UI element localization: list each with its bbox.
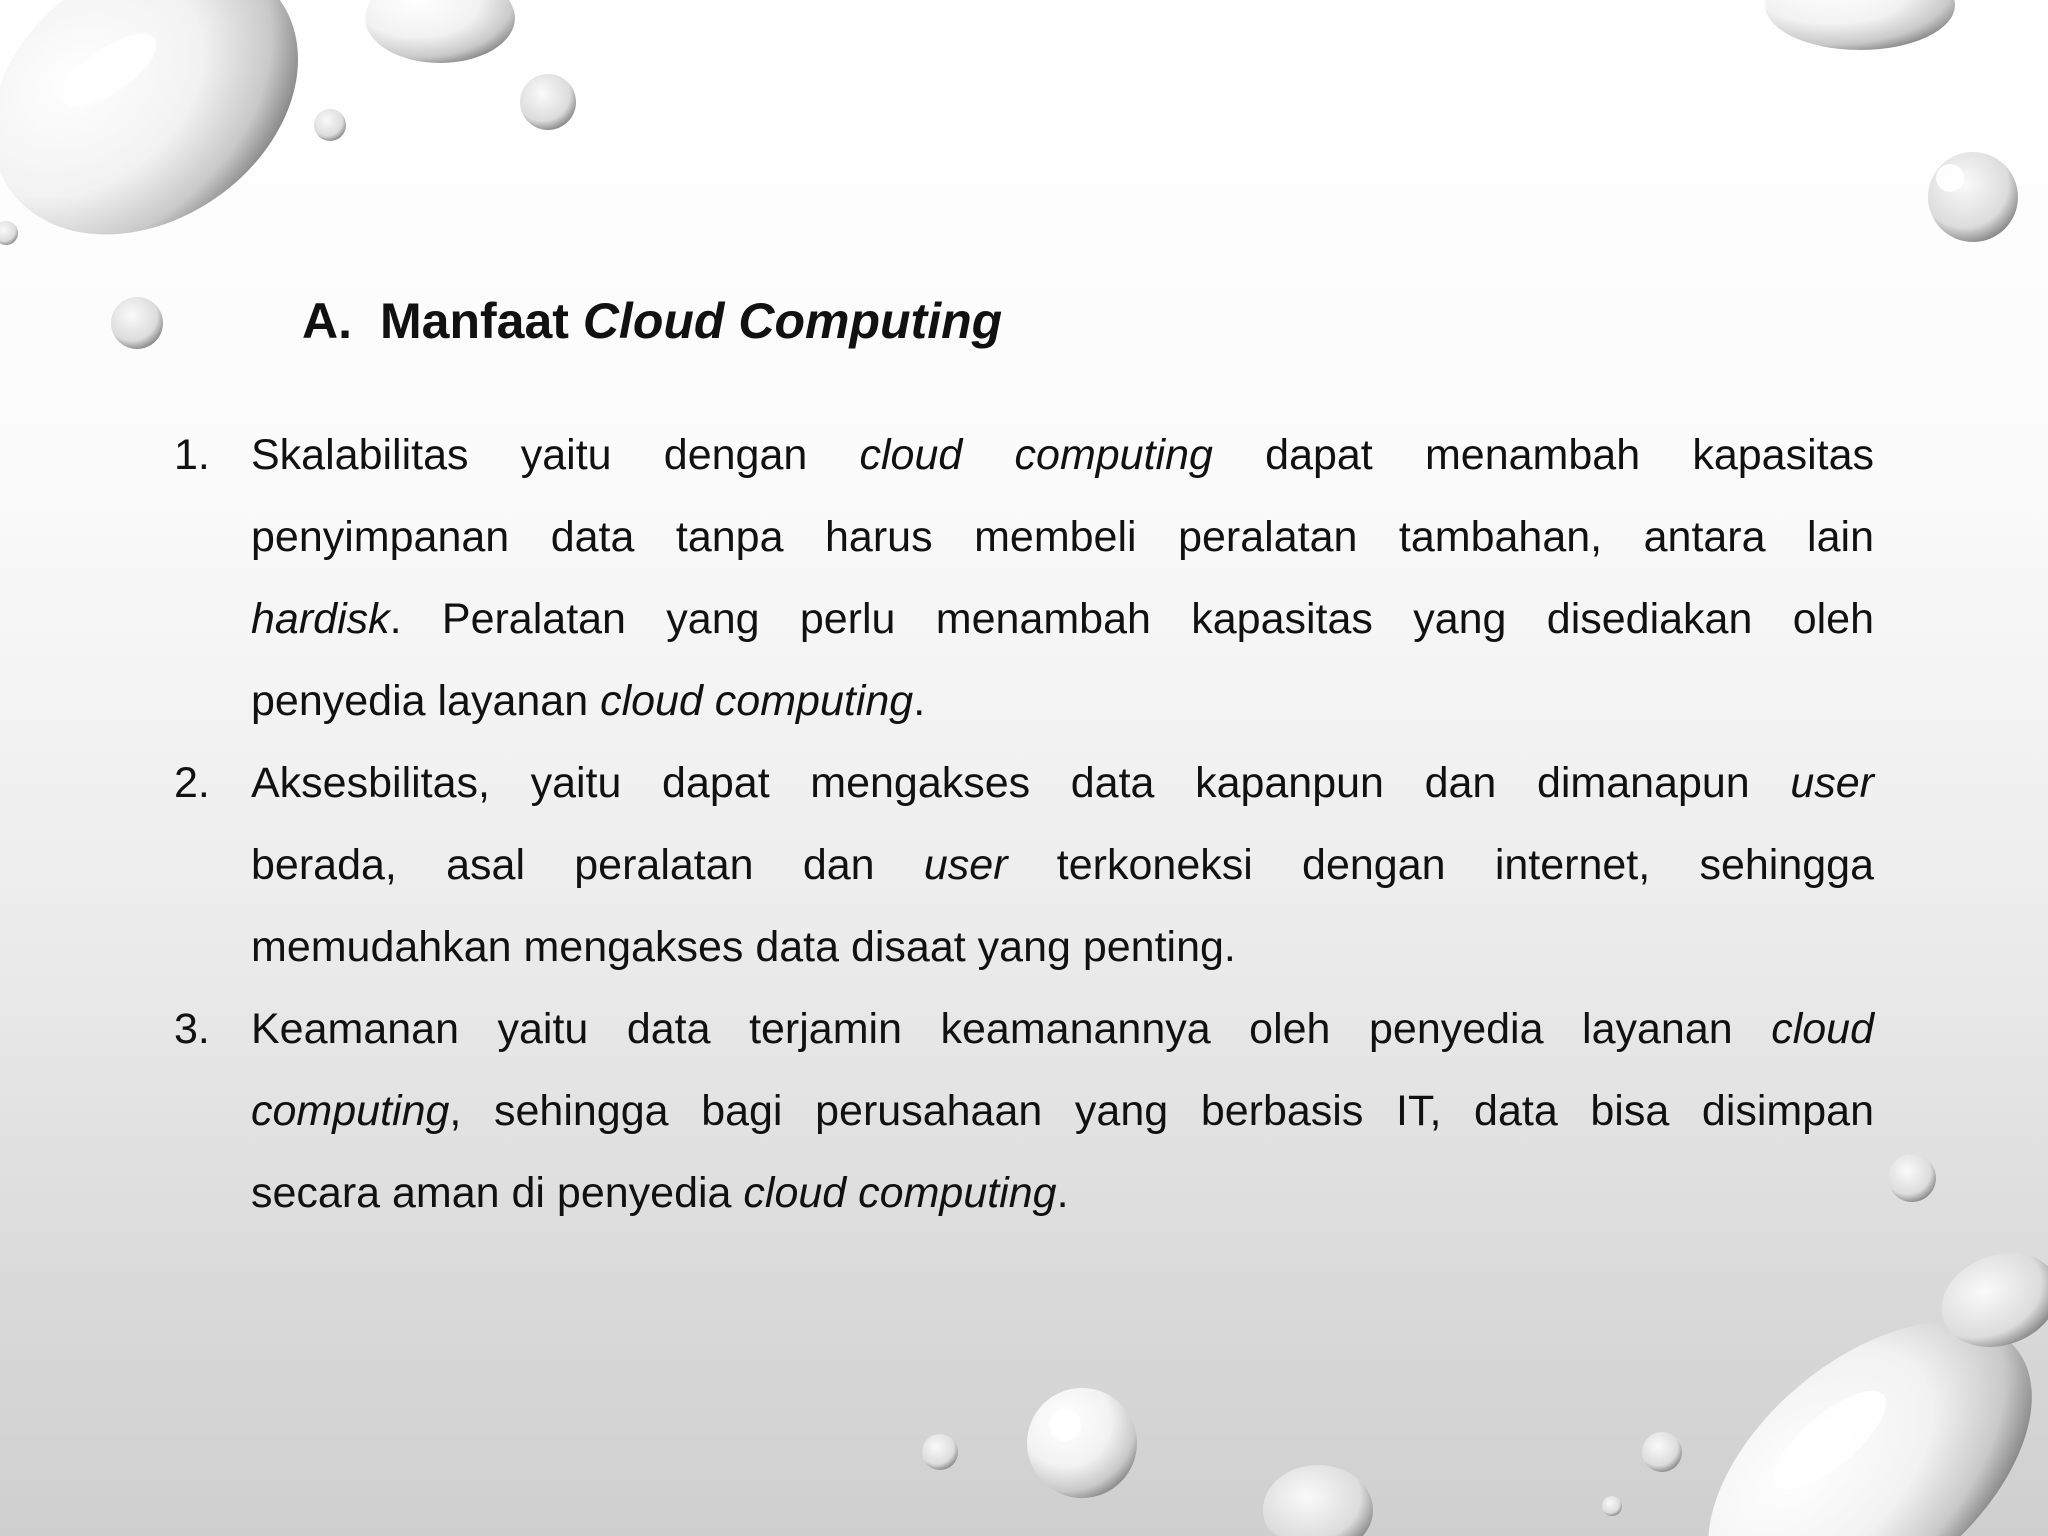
benefits-list	[174, 414, 1874, 1234]
slide-heading	[302, 285, 1002, 357]
drop-bottom-right-large	[1654, 1264, 2048, 1536]
list-number: 2.	[174, 759, 210, 807]
drop-right-middle	[1888, 1154, 1936, 1202]
item-line: penyimpanan data tanpa harus membeli peralatan tambahan, antara lain	[251, 513, 1874, 561]
drop-top-right	[1765, 0, 1955, 50]
heading-letter: A.	[302, 293, 352, 349]
list-number: 1.	[174, 431, 210, 479]
drop-bottom-mid	[1263, 1465, 1373, 1536]
item-line: Aksesbilitas, yaitu dapat mengakses data kapanpun dan dimanapun user	[251, 759, 1874, 807]
drop-top-small	[365, 0, 515, 63]
item-line: Skalabilitas yaitu dengan cloud computing dapat menambah kapasitas	[251, 431, 1874, 479]
item-line: computing, sehingga bagi perusahaan yang berbasis IT, data bisa disimpan	[251, 1087, 1874, 1135]
item-line: Keamanan yaitu data terjamin keamanannya oleh penyedia layanan cloud	[251, 1005, 1874, 1053]
item-line: secara aman di penyedia cloud computing.	[251, 1169, 1069, 1217]
heading-italic-text: Cloud Computing	[582, 293, 1003, 349]
drop-top-left-large	[0, 0, 352, 292]
item-line: memudahkan mengakses data disaat yang penting.	[251, 923, 1236, 971]
drop-bottom-right-edge	[1928, 1237, 2048, 1363]
list-item	[174, 988, 1874, 1234]
item-line: penyedia layanan cloud computing.	[251, 677, 926, 725]
list-item	[174, 742, 1874, 988]
drop-left-heading	[111, 297, 163, 349]
item-line: berada, asal peralatan dan user terkoneksi dengan internet, sehingga	[251, 841, 1874, 889]
drop-right-upper	[1928, 152, 2018, 242]
drop-top-tiny	[520, 74, 576, 130]
heading-text: Manfaat	[380, 293, 569, 349]
item-line: hardisk. Peralatan yang perlu menambah kapasitas yang disediakan oleh	[251, 595, 1874, 643]
drop-bottom-center	[1027, 1388, 1137, 1498]
list-item	[174, 414, 1874, 742]
list-number: 3.	[174, 1005, 210, 1053]
